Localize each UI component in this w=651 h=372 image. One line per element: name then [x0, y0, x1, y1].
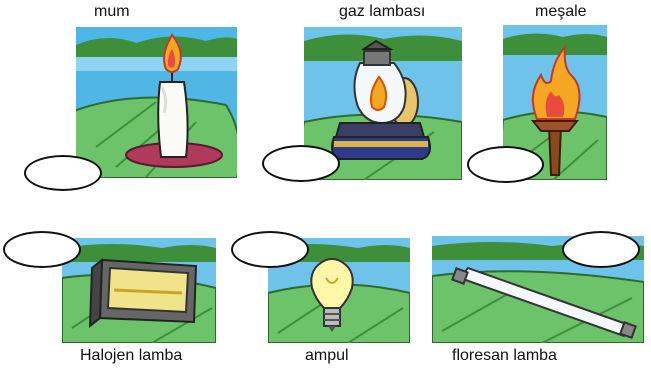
- answer-oval-gaz-lambasi[interactable]: [262, 145, 340, 182]
- label-ampul: ampul: [305, 347, 349, 364]
- halogen-lamp-picture: [62, 238, 216, 343]
- answer-oval-mum[interactable]: [24, 155, 102, 191]
- answer-oval-mesale[interactable]: [467, 146, 544, 183]
- label-mum: mum: [94, 3, 130, 20]
- label-floresan-lamba: floresan lamba: [452, 347, 557, 364]
- label-gaz-lambasi: gaz lambası: [339, 3, 426, 20]
- label-mesale: meşale: [535, 3, 587, 20]
- candle-icon: [76, 27, 237, 178]
- answer-oval-ampul[interactable]: [231, 231, 309, 268]
- label-halojen-lamba: Halojen lamba: [80, 347, 183, 364]
- answer-oval-halojen-lamba[interactable]: [3, 231, 81, 268]
- halogen-lamp-icon: [62, 238, 216, 343]
- candle-picture: [76, 27, 237, 178]
- answer-oval-floresan-lamba[interactable]: [562, 231, 640, 268]
